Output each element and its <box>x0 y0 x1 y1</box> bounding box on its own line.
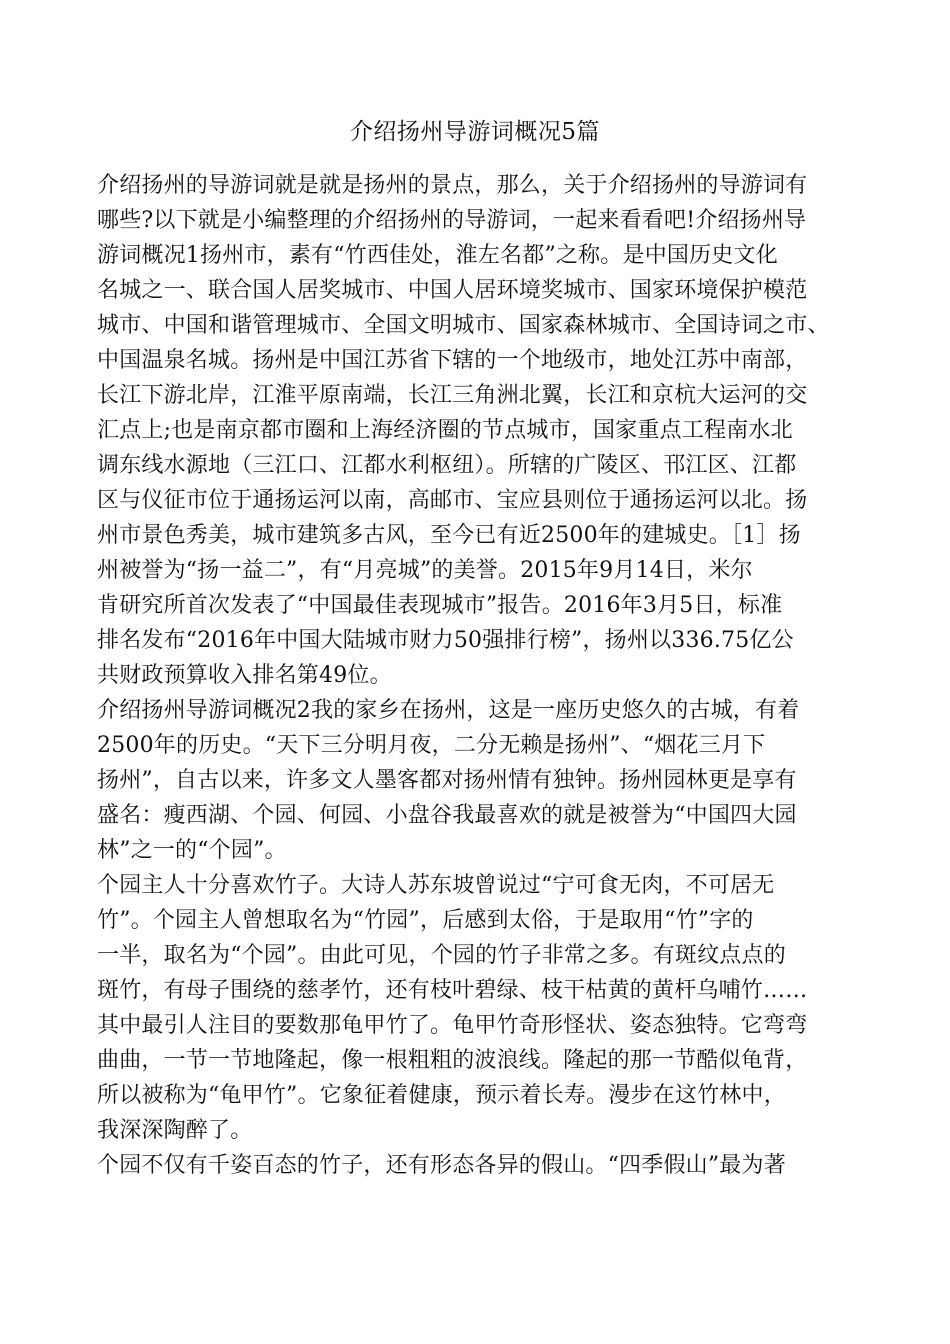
body-line: 排名发布“2016年中国大陆城市财力50强排行榜”，扬州以336.75亿公 <box>97 628 794 653</box>
body-line: 名城之一、联合国人居奖城市、中国人居环境奖城市、国家环境保护模范 <box>97 278 808 303</box>
body-line: 个园主人十分喜欢竹子。大诗人苏东坡曾说过“宁可食无肉，不可居无 <box>97 873 775 898</box>
body-line: 共财政预算收入排名第49位。 <box>97 663 392 688</box>
body-line: 长江下游北岸，江淮平原南端，长江三角洲北翼，长江和京杭大运河的交 <box>97 383 808 408</box>
body-line: 汇点上;也是南京都市圈和上海经济圈的节点城市，国家重点工程南水北 <box>97 418 793 443</box>
body-line: 竹”。个园主人曾想取名为“竹园”，后感到太俗，于是取用“竹”字的 <box>97 908 754 933</box>
body-line: 哪些?以下就是小编整理的介绍扬州的导游词，一起来看看吧!介绍扬州导 <box>97 208 807 233</box>
body-line: 曲曲，一节一节地隆起，像一根粗粗的波浪线。隆起的那一节酷似龟背， <box>97 1048 808 1073</box>
body-line: 州市景色秀美，城市建筑多古风，至今已有近2500年的建城史。［1］扬 <box>97 523 801 548</box>
body-line: 介绍扬州导游词概况2我的家乡在扬州，这是一座历史悠久的古城，有着 <box>97 698 800 723</box>
body-line: 盛名：瘦西湖、个园、何园、小盘谷我最喜欢的就是被誉为“中国四大园 <box>97 803 797 828</box>
body-line: 扬州”，自古以来，许多文人墨客都对扬州情有独钟。扬州园林更是享有 <box>97 768 797 793</box>
body-line: 2500年的历史。“天下三分明月夜，二分无赖是扬州”、“烟花三月下 <box>97 733 766 758</box>
body-line: 所以被称为“龟甲竹”。它象征着健康，预示着长寿。漫步在这竹林中， <box>97 1083 786 1108</box>
body-line: 我深深陶醉了。 <box>97 1118 253 1143</box>
body-line: 城市、中国和谐管理城市、全国文明城市、国家森林城市、全国诗词之市、 <box>97 313 830 338</box>
body-line: 区与仪征市位于通扬运河以南，高邮市、宝应县则位于通扬运河以北。扬 <box>97 488 808 513</box>
body-line: 个园不仅有千姿百态的竹子，还有形态各异的假山。“四季假山”最为著 <box>97 1153 786 1178</box>
document-title: 介绍扬州导游词概况5篇 <box>349 119 601 145</box>
body-line: 中国温泉名城。扬州是中国江苏省下辖的一个地级市，地处江苏中南部， <box>97 348 808 373</box>
body-line: 调东线水源地（三江口、江都水利枢纽）。所辖的广陵区、邗江区、江都 <box>97 453 797 478</box>
body-line: 其中最引人注目的要数那龟甲竹了。龟甲竹奇形怪状、姿态独特。它弯弯 <box>97 1013 808 1038</box>
body-line: 肯研究所首次发表了“中国最佳表现城市”报告。2016年3月5日，标准 <box>97 593 783 618</box>
body-line: 林”之一的“个园”。 <box>97 838 287 863</box>
body-line: 州被誉为“扬一益二”，有“月亮城”的美誉。2015年9月14日，米尔 <box>97 558 753 583</box>
body-line: 介绍扬州的导游词就是就是扬州的景点，那么，关于介绍扬州的导游词有 <box>97 173 808 198</box>
body-line: 斑竹，有母子围绕的慈孝竹，还有枝叶碧绿、枝干枯黄的黄杆乌哺竹…… <box>97 978 808 1003</box>
body-line: 游词概况1扬州市，素有“竹西佳处，淮左名都”之称。是中国历史文化 <box>97 243 778 268</box>
body-line: 一半，取名为“个园”。由此可见，个园的竹子非常之多。有斑纹点点的 <box>97 943 786 968</box>
